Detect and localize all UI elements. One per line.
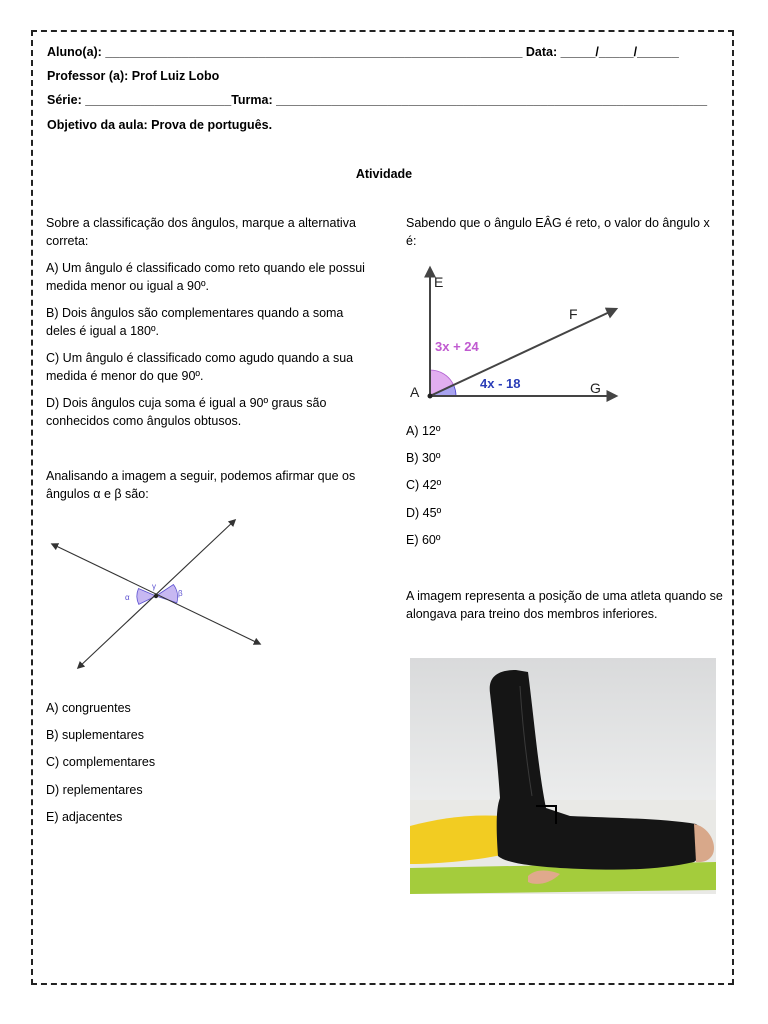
activity-title: Atividade [355, 167, 413, 181]
question-3-option-a: A) 12º [406, 424, 441, 438]
question-2-prompt: Analisando a imagem a seguir, podemos afirmar que os ângulos α e β são: [46, 469, 356, 501]
label-e: E [434, 274, 444, 290]
question-3-option-e: E) 60º [406, 533, 441, 547]
upper-angle-label: 3x + 24 [435, 339, 479, 354]
question-1-prompt: Sobre a classificação dos ângulos, marque a alternativa correta: [46, 216, 356, 248]
question-2-option-b: B) suplementares [46, 728, 144, 742]
beta-label: β [178, 589, 183, 598]
objective-line: Objetivo da aula: Prova de português. [47, 118, 273, 132]
question-3-option-b: B) 30º [406, 451, 441, 465]
label-f: F [569, 306, 578, 322]
question-2-option-d: D) replementares [46, 783, 143, 797]
question-1-option-d: D) Dois ângulos cuja soma é igual a 90º graus são conhecidos como ângulos obtusos. [46, 396, 327, 428]
question-1-option-c: C) Um ângulo é classificado como agudo quando a sua medida é menor do que 90º. [46, 351, 354, 383]
question-1-option-b: B) Dois ângulos são complementares quando a soma deles é igual a 180º. [46, 306, 344, 338]
alpha-label: α [125, 593, 130, 602]
question-3-option-c: C) 42º [406, 478, 442, 492]
yellow-shirt [410, 815, 506, 864]
intersection-point [154, 594, 158, 598]
question-2-option-a: A) congruentes [46, 701, 131, 715]
beta-angle-fill [156, 585, 178, 603]
crossing-lines-figure [46, 512, 272, 678]
vertex-a-point [428, 394, 433, 399]
question-1 [46, 214, 366, 430]
grade-class-line: Série: _____________________Turma: ______________________________________________________________ [47, 93, 708, 107]
label-a: A [410, 384, 420, 400]
student-line: Aluno(a): ____________________________________________________________ Data: _____/_____/______ [47, 45, 679, 59]
question-1-option-a: A) Um ângulo é classificado como reto quando ele possui medida menor ou igual a 90º. [46, 261, 365, 293]
right-angle-figure [404, 262, 626, 410]
lower-angle-label: 4x - 18 [480, 376, 521, 391]
athlete-stretch-photo [410, 658, 716, 894]
question-3-prompt: Sabendo que o ângulo EÂG é reto, o valor do ângulo x é: [406, 216, 710, 248]
gamma-label: γ [152, 582, 156, 591]
question-2-option-c: C) complementares [46, 755, 156, 769]
question-3-option-d: D) 45º [406, 506, 442, 520]
label-g: G [590, 380, 601, 396]
question-2-option-e: E) adjacentes [46, 810, 123, 824]
question-4-prompt: A imagem representa a posição de uma atleta quando se alongava para treino dos membros inferiores. [406, 589, 723, 621]
teacher-line: Professor (a): Prof Luiz Lobo [47, 69, 220, 83]
